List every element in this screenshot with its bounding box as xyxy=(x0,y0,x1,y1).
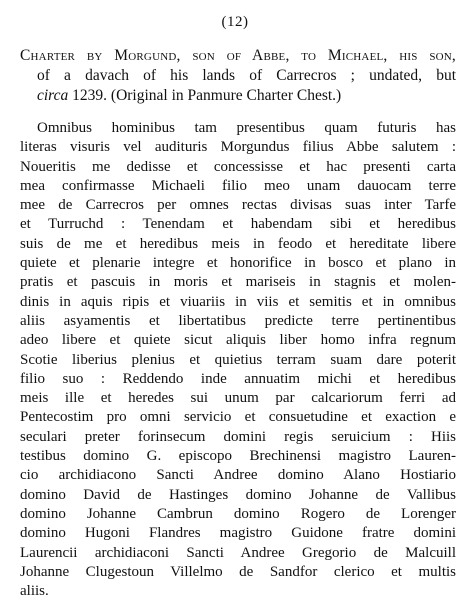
heading-line-circa: circa 1239. (Original in Panmure Charter Chest.) xyxy=(37,87,342,104)
body-line: Scotie liberius plenius et quietius terram suam dare poterit xyxy=(20,351,456,368)
body-line: Noueritis me dedisse et concessisse et hac presenti carta xyxy=(20,158,456,175)
body-line: domino David de Hastinges domino Johanne de Vallibus xyxy=(20,486,456,503)
body-line: mee de Carrecros per omnes rectas divisas suas inter Tarfe xyxy=(20,197,456,214)
heading-line: of a davach of his lands of Carrecros ; undated, but xyxy=(37,67,456,84)
body-line: seculari preter forinsecum domini regis seruicium : Hiis xyxy=(20,428,456,445)
body-line: domino Johanne Cambrun domino Rogero de Lorenger xyxy=(20,505,456,522)
body-line: dinis in aquis ripis et viuariis in viis et semitis et in omnibus xyxy=(20,293,456,310)
body-line: aliis asyamentis et libertatibus predicte terre pertinentibus xyxy=(20,312,456,329)
body-line: adeo libere et quiete sicut aliquis liber homo infra regnum xyxy=(20,332,456,349)
body-line: Johanne Clugestoun Villelmo de Sandfor clerico et multis xyxy=(20,563,456,580)
page-number: (12) xyxy=(221,14,249,30)
body-line: mea confirmasse Michaeli filio meo unam dauocam terre xyxy=(20,177,456,194)
body-line: suis de me et heredibus meis in feodo et hereditate libere xyxy=(20,235,456,252)
body-line: domino Hugoni Flandres magistro Guidone fratre domini xyxy=(20,525,456,542)
body-line: quiete et plenarie integre et honorifice in bosco et plano in xyxy=(20,255,456,272)
body-line: et Turruchd : Tenendam et habendam sibi et heredibus xyxy=(20,216,456,233)
circa-word: circa xyxy=(37,87,69,104)
body-line: Laurencii archidiaconi Sancti Andree Gregorio de Malcuill xyxy=(20,544,456,561)
charter-heading xyxy=(20,46,456,106)
body-line: pratis et pascuis in moris et mariseis in stagnis et molen- xyxy=(20,274,456,291)
body-line: meis ille et heredes sui unum par calcariorum ferri ad xyxy=(20,390,456,407)
body-line: Pentecostim pro omni servicio et consuetudine et exaction e xyxy=(20,409,456,426)
body-line: testibus domino G. episcopo Brechinensi magistro Lauren- xyxy=(20,448,456,465)
body-line: literas visuris vel audituris Morgundus filius Abbe salutem : xyxy=(20,139,456,156)
charter-body xyxy=(20,119,456,601)
body-line: Omnibus hominibus tam presentibus quam futuris has xyxy=(37,120,456,136)
heading-line: Charter by Morgund, son of Abbe, to Michael, his son, xyxy=(20,47,456,64)
body-line: cio archidiacono Sancti Andree domino Alano Hostiario xyxy=(20,467,456,484)
body-line: aliis. xyxy=(20,583,49,600)
body-line: filio suo : Reddendo inde annuatim michi et heredibus xyxy=(20,370,456,387)
